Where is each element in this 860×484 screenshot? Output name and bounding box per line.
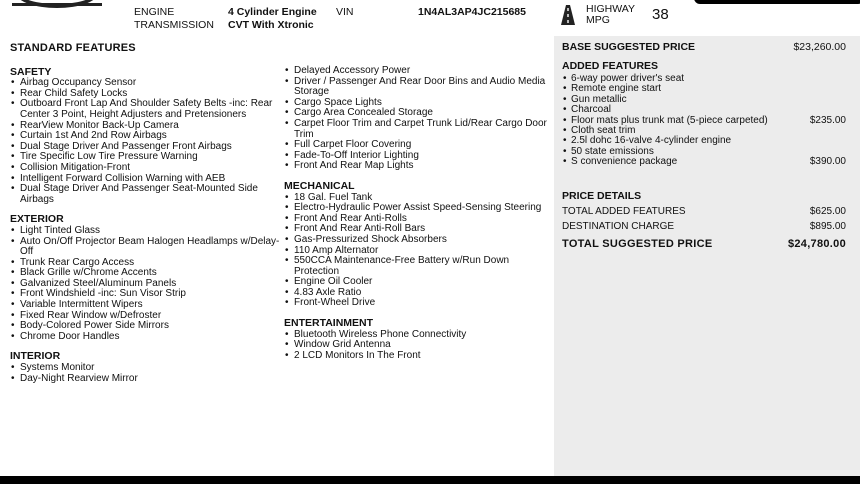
highway-icon (558, 5, 578, 25)
total-added-row (562, 206, 846, 217)
list-item: • Body-Colored Power Side Mirrors (10, 321, 280, 332)
list-item: • Engine Oil Cooler (284, 277, 548, 288)
vin-value: 1N4AL3AP4JC215685 (418, 6, 526, 18)
added-item-price: $390.00 (809, 156, 846, 168)
list-item: • Intelligent Forward Collision Warning with AEB (10, 174, 280, 185)
list-item: • Driver / Passenger And Rear Door Bins and Audio Media Storage (284, 77, 548, 98)
list-item: • Front And Rear Anti-Rolls (284, 214, 548, 225)
base-price-row (562, 42, 846, 53)
list-item: • Front And Rear Anti-Roll Bars (284, 224, 548, 235)
list-item: • Dual Stage Driver And Passenger Front Airbags (10, 142, 280, 153)
destination-row (562, 221, 846, 232)
mechanical-list (284, 193, 548, 310)
added-item-label: Cloth seat trim (571, 125, 636, 137)
list-item: • Electro-Hydraulic Power Assist Speed-Sensing Steering (284, 203, 548, 214)
list-item: • 2 LCD Monitors In The Front (284, 351, 548, 362)
added-item-label: 2.5l dohc 16-valve 4-cylinder engine (571, 135, 732, 147)
list-item: • Bluetooth Wireless Phone Connectivity (284, 330, 548, 341)
list-item: • Front And Rear Map Lights (284, 161, 548, 172)
price-details-title: PRICE DETAILS (562, 190, 642, 202)
list-item: • Variable Intermittent Wipers (10, 300, 280, 311)
total-price-label: TOTAL SUGGESTED PRICE (562, 238, 713, 250)
total-price-value: $24,780.00 (787, 238, 846, 250)
exterior-title: EXTERIOR (10, 213, 64, 226)
vin-label: VIN (336, 6, 354, 18)
list-item: • Full Carpet Floor Covering (284, 140, 548, 151)
list-item: • Trunk Rear Cargo Access (10, 258, 280, 269)
added-item-label: Floor mats plus trunk mat (5-piece carpeted) (571, 114, 768, 126)
standard-features-title: STANDARD FEATURES (10, 42, 136, 54)
list-item: • Front-Wheel Drive (284, 298, 548, 309)
total-added-label: TOTAL ADDED FEATURES (562, 206, 686, 217)
added-features-list (562, 74, 846, 168)
interior-title: INTERIOR (10, 350, 61, 363)
total-added-value: $625.00 (809, 206, 846, 217)
highway-mpg-label: HIGHWAY MPG (586, 3, 635, 26)
list-item: • Gas-Pressurized Shock Absorbers (284, 235, 548, 246)
base-price-value: $23,260.00 (793, 41, 846, 53)
added-item-label: Remote engine start (571, 83, 662, 95)
list-item: • Window Grid Antenna (284, 340, 548, 351)
list-item: • Tire Specific Low Tire Pressure Warning (10, 152, 280, 163)
destination-value: $895.00 (809, 221, 846, 232)
list-item: • Airbag Occupancy Sensor (10, 78, 280, 89)
entertainment-list (284, 330, 548, 362)
added-features-title: ADDED FEATURES (562, 60, 659, 72)
list-item: • Light Tinted Glass (10, 226, 280, 237)
header-black-bar (694, 0, 860, 4)
mechanical-title: MECHANICAL (284, 179, 355, 192)
list-item: • Front Windshield -inc: Sun Visor Strip (10, 289, 280, 300)
added-item-price: $235.00 (809, 114, 846, 126)
list-item: • 110 Amp Alternator (284, 246, 548, 257)
list-item: • Auto On/Off Projector Beam Halogen Headlamps w/Delay-Off (10, 237, 280, 258)
list-item: • Cargo Area Concealed Storage (284, 108, 548, 119)
added-item-label: 6-way power driver's seat (571, 73, 685, 84)
list-item: • Black Grille w/Chrome Accents (10, 268, 280, 279)
list-item: • Collision Mitigation-Front (10, 163, 280, 174)
highway-mpg-value: 38 (652, 6, 669, 23)
interior-list (10, 363, 280, 384)
engine-value: 4 Cylinder Engine (228, 6, 317, 18)
added-item-label: S convenience package (571, 156, 678, 168)
list-item: • Fixed Rear Window w/Defroster (10, 311, 280, 322)
list-item: • Day-Night Rearview Mirror (10, 374, 280, 385)
safety-title: SAFETY (10, 65, 52, 78)
list-item: • Chrome Door Handles (10, 332, 280, 343)
nissan-logo-bar (12, 3, 102, 6)
engine-label: ENGINE (134, 6, 175, 18)
bottom-black-bar (0, 476, 860, 484)
list-item: • Systems Monitor (10, 363, 280, 374)
list-item: • Carpet Floor Trim and Carpet Trunk Lid/Rear Cargo Door Trim (284, 119, 548, 140)
total-price-row (562, 239, 846, 250)
price-panel (554, 36, 860, 476)
features-left-column (10, 43, 280, 384)
list-item: • Galvanized Steel/Aluminum Panels (10, 279, 280, 290)
interior-cont-list (284, 66, 548, 172)
list-item: • Delayed Accessory Power (284, 66, 548, 77)
added-item-label: Gun metallic (571, 93, 627, 105)
features-middle-column (284, 66, 548, 361)
list-item: • Dual Stage Driver And Passenger Seat-Mounted Side Airbags (10, 184, 280, 205)
list-item: • 550CCA Maintenance-Free Battery w/Run Down Protection (284, 256, 548, 277)
list-item: • RearView Monitor Back-Up Camera (10, 121, 280, 132)
base-price-label: BASE SUGGESTED PRICE (562, 41, 696, 53)
safety-list (10, 78, 280, 205)
list-item: • Outboard Front Lap And Shoulder Safety Belts -inc: Rear Center 3 Point, Height Adjusters and Pretensioners (10, 99, 280, 120)
list-item (562, 157, 846, 167)
list-item: • Rear Child Safety Locks (10, 89, 280, 100)
list-item: • Cargo Space Lights (284, 98, 548, 109)
sticker-header (0, 0, 860, 36)
added-item-label: Charcoal (571, 104, 612, 116)
list-item: • 18 Gal. Fuel Tank (284, 193, 548, 204)
destination-label: DESTINATION CHARGE (562, 221, 675, 232)
entertainment-title: ENTERTAINMENT (284, 317, 374, 330)
transmission-label: TRANSMISSION (134, 19, 214, 31)
exterior-list (10, 226, 280, 343)
list-item: • Curtain 1st And 2nd Row Airbags (10, 131, 280, 142)
list-item: • Fade-To-Off Interior Lighting (284, 151, 548, 162)
added-item-label: 50 state emissions (571, 145, 654, 157)
list-item: • 4.83 Axle Ratio (284, 288, 548, 299)
transmission-value: CVT With Xtronic (228, 19, 314, 31)
